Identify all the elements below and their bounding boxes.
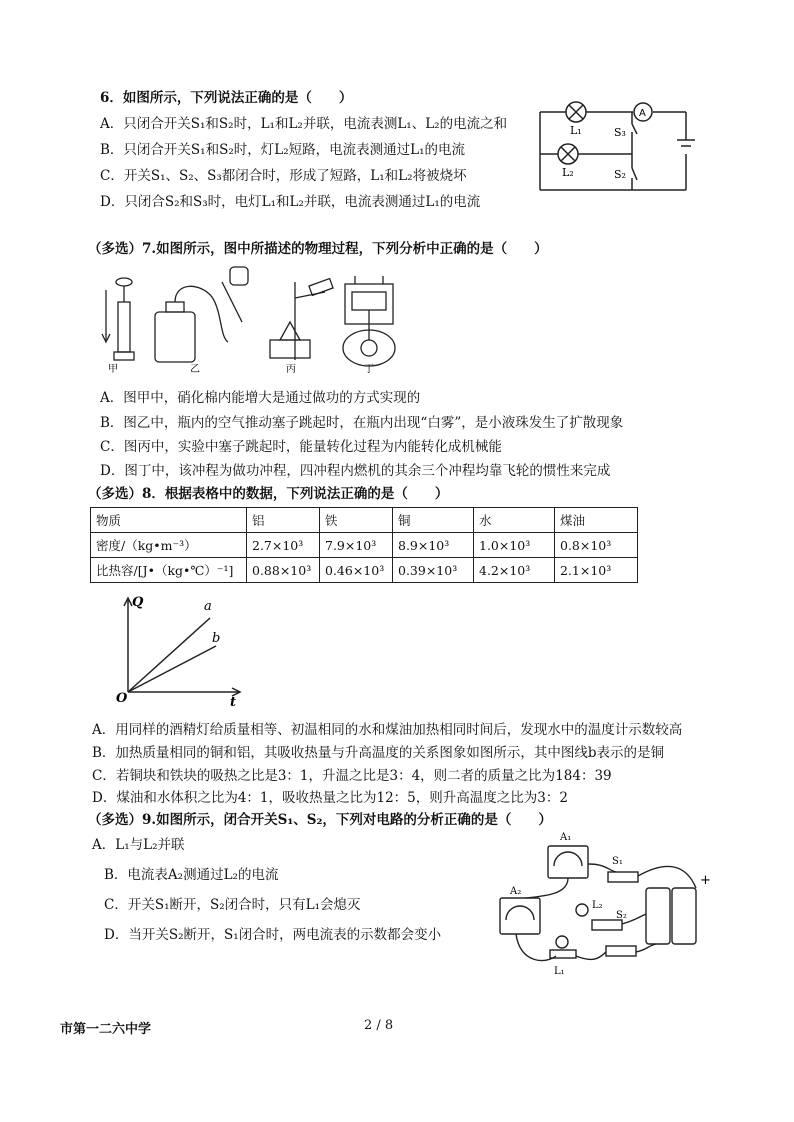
q7-caption-bing: 丙 bbox=[286, 364, 296, 375]
q9-stem: （多选）9.如图所示，闭合开关S₁、S₂，下列对电路的分析正确的是（ ） bbox=[88, 812, 552, 828]
page-number: 2 / 8 bbox=[364, 1018, 394, 1033]
table-cell: 铝 bbox=[247, 508, 320, 533]
q6-s2-label: S₂ bbox=[614, 168, 626, 181]
q9-plus-label: + bbox=[700, 873, 711, 888]
q6-circuit-diagram bbox=[536, 94, 696, 196]
q8-line-a-label: a bbox=[204, 599, 212, 614]
q8-option-b: B．加热质量相同的铜和铝，其吸收热量与升高温度的关系图象如图所示，其中图线b表示的是铜 bbox=[92, 745, 665, 761]
q6-option-a: A．只闭合开关S₁和S₂时，L₁和L₂并联，电流表测L₁、L₂的电流之和 bbox=[100, 116, 508, 132]
table-cell: 水 bbox=[474, 508, 555, 533]
q8-option-a: A．用同样的酒精灯给质量相等、初温相同的水和煤油加热相同时间后，发现水中的温度计示数较高 bbox=[92, 722, 683, 738]
table-cell: 0.46×10³ bbox=[320, 558, 393, 583]
q7-option-c: C．图丙中，实验中塞子跳起时，能量转化过程为内能转化成机械能 bbox=[100, 439, 502, 455]
q6-option-d: D．只闭合S₂和S₃时，电灯L₁和L₂并联，电流表测通过L₁的电流 bbox=[100, 194, 481, 210]
table-cell: 1.0×10³ bbox=[474, 533, 555, 558]
table-cell: 0.8×10³ bbox=[555, 533, 638, 558]
q9-l2-label: L₂ bbox=[592, 900, 603, 911]
table-cell: 8.9×10³ bbox=[393, 533, 474, 558]
table-cell: 0.39×10³ bbox=[393, 558, 474, 583]
q8-origin-label: O bbox=[116, 691, 128, 706]
table-cell: 0.88×10³ bbox=[247, 558, 320, 583]
q8-stem: （多选）8．根据表格中的数据，下列说法正确的是（ ） bbox=[88, 486, 449, 502]
q7-stem: （多选）7.如图所示，图中所描述的物理过程，下列分析中正确的是（ ） bbox=[88, 241, 548, 257]
q8-option-c: C．若铜块和铁块的吸热之比是3：1，升温之比是3：4，则二者的质量之比为184：39 bbox=[92, 768, 612, 784]
q9-s1-label: S₁ bbox=[612, 856, 623, 867]
q7-caption-ding: 丁 bbox=[364, 364, 374, 375]
table-cell: 比热容/[J•（kg•℃）⁻¹] bbox=[91, 558, 247, 583]
q8-option-d: D．煤油和水体积之比为4：1，吸收热量之比为12：5，则升高温度之比为3：2 bbox=[92, 790, 568, 806]
q9-option-a: A．L₁与L₂并联 bbox=[92, 837, 185, 853]
table-header-row bbox=[91, 508, 638, 533]
table-cell: 铁 bbox=[320, 508, 393, 533]
table-row bbox=[91, 558, 638, 583]
q9-s2-label: S₂ bbox=[616, 910, 627, 921]
q9-circuit-photo bbox=[496, 824, 718, 984]
q9-l1-label: L₁ bbox=[554, 966, 565, 977]
q6-option-c: C．开关S₁、S₂、S₃都闭合时，形成了短路，L₁和L₂将被烧坏 bbox=[100, 168, 467, 184]
q8-line-b-label: b bbox=[212, 631, 221, 646]
q8-x-axis-label: t bbox=[230, 695, 237, 710]
q9-a2-label: A₂ bbox=[510, 886, 522, 897]
q6-stem: 6．如图所示，下列说法正确的是（ ） bbox=[100, 90, 353, 106]
q9-option-c: C．开关S₁断开，S₂闭合时，只有L₁会熄灭 bbox=[104, 897, 361, 913]
q6-s3-label: S₃ bbox=[614, 126, 626, 139]
table-cell: 铜 bbox=[393, 508, 474, 533]
q7-option-a: A．图甲中，硝化棉内能增大是通过做功的方式实现的 bbox=[100, 390, 421, 406]
q9-a1-label: A₁ bbox=[560, 832, 572, 843]
q6-option-b: B．只闭合开关S₁和S₂时，灯L₂短路，电流表测通过L₁的电流 bbox=[100, 142, 465, 158]
table-cell: 4.2×10³ bbox=[474, 558, 555, 583]
table-cell: 2.7×10³ bbox=[247, 533, 320, 558]
table-cell: 7.9×10³ bbox=[320, 533, 393, 558]
table-row bbox=[91, 533, 638, 558]
footer-school: 市第一二六中学 bbox=[60, 1022, 152, 1037]
q6-l2-label: L₂ bbox=[562, 166, 574, 179]
table-cell: 2.1×10³ bbox=[555, 558, 638, 583]
q7-caption-yi: 乙 bbox=[190, 364, 200, 375]
q6-ammeter-symbol: A bbox=[639, 108, 646, 119]
table-cell: 物质 bbox=[91, 508, 247, 533]
table-cell: 密度/（kg•m⁻³） bbox=[91, 533, 247, 558]
q7-experiment-figures bbox=[100, 262, 410, 374]
q7-option-b: B．图乙中，瓶内的空气推动塞子跳起时，在瓶内出现“白雾”，是小液珠发生了扩散现象 bbox=[100, 415, 624, 431]
q9-option-b: B．电流表A₂测通过L₂的电流 bbox=[104, 867, 279, 883]
q8-data-table bbox=[90, 507, 638, 583]
table-cell: 煤油 bbox=[555, 508, 638, 533]
q8-q-t-graph bbox=[112, 592, 252, 710]
q6-l1-label: L₁ bbox=[570, 124, 582, 137]
q8-y-axis-label: Q bbox=[132, 595, 144, 610]
q7-caption-jia: 甲 bbox=[108, 364, 118, 375]
q9-option-d: D．当开关S₂断开，S₁闭合时，两电流表的示数都会变小 bbox=[104, 927, 442, 943]
q7-option-d: D．图丁中，该冲程为做功冲程，四冲程内燃机的其余三个冲程均靠飞轮的惯性来完成 bbox=[100, 463, 611, 479]
